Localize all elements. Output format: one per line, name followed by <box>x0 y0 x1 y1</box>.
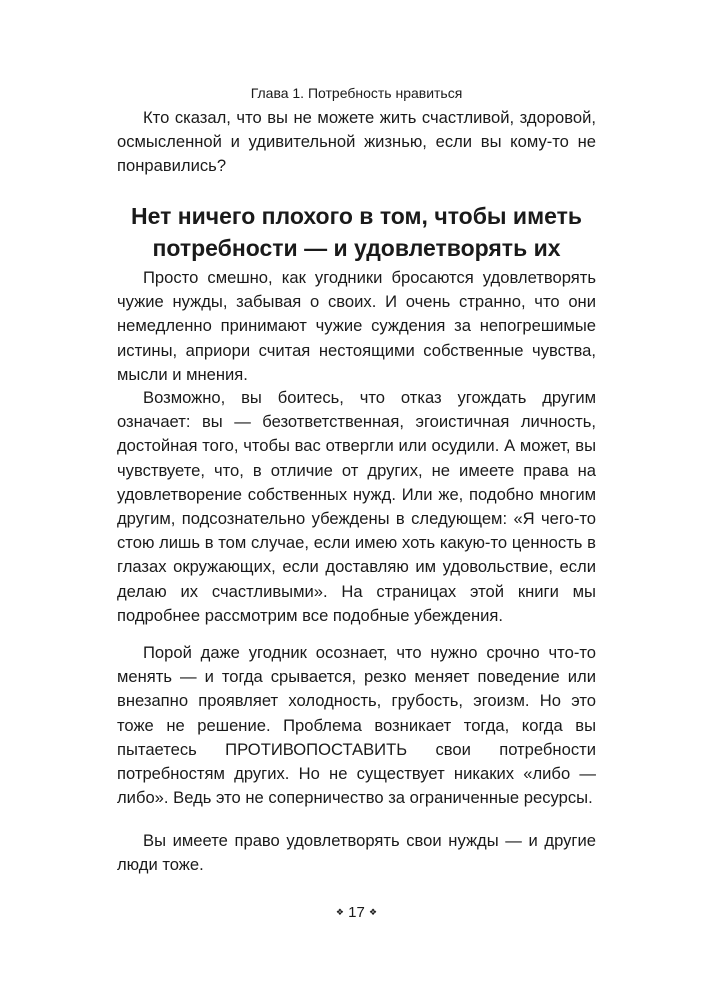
ornament-icon: ❖ <box>369 907 378 917</box>
section-heading: Нет ничего плохого в том, чтобы иметь потребности — и удовлетворять их <box>131 203 582 261</box>
body-paragraph: Возможно, вы боитесь, что отказ угождать другим означает: вы — безответственная, эгоистичная личность, достойная того, чтобы вас отвергли или осудили. А может, вы чувствуете, что, в отличие от других, не имеете права на удовлетворение собственных нужд. Или же, подобно многим другим, подсознательно убеждены в следующем: «Я чего-то стою лишь в том случае, если имею хоть какую-то ценность в глазах окружающих, если доставляю им удовольствие, если делаю их счастливыми». На страницах этой книги мы подробнее рассмотрим все подобные убеждения. <box>117 388 596 625</box>
body-paragraph: Вы имеете право удовлетворять свои нужды — и другие люди тоже. <box>117 831 596 875</box>
body-paragraph: Порой даже угодник осознает, что нужно срочно что-то менять — и тогда срывается, резко меняет поведение или внезапно проявляет холодность, грубость, эгоизм. Но это тоже не решение. Проблема возникает тогда, когда вы пытаетесь ПРОТИВОПОСТАВИТЬ свои потребности потребностям других. Но не существует никаких «либо — либо». Ведь это не соперничество за ограниченные ресурсы. <box>117 643 596 808</box>
body-paragraph: Просто смешно, как угодники бросаются удовлетворять чужие нужды, забывая о своих. И очень странно, что они немедленно принимают чужие суждения за непогрешимые истины, априори считая нестоящими собственные чувства, мысли и мнения. <box>117 268 596 384</box>
running-header: Глава 1. Потребность нравиться <box>250 85 463 101</box>
page-footer <box>117 903 596 922</box>
intro-paragraph: Кто сказал, что вы не можете жить счастливой, здоровой, осмысленной и удивительной жизнью, если вы кому-то не понравились? <box>117 108 596 176</box>
ornament-icon: ❖ <box>335 907 344 917</box>
page-number: 17 <box>348 904 365 921</box>
